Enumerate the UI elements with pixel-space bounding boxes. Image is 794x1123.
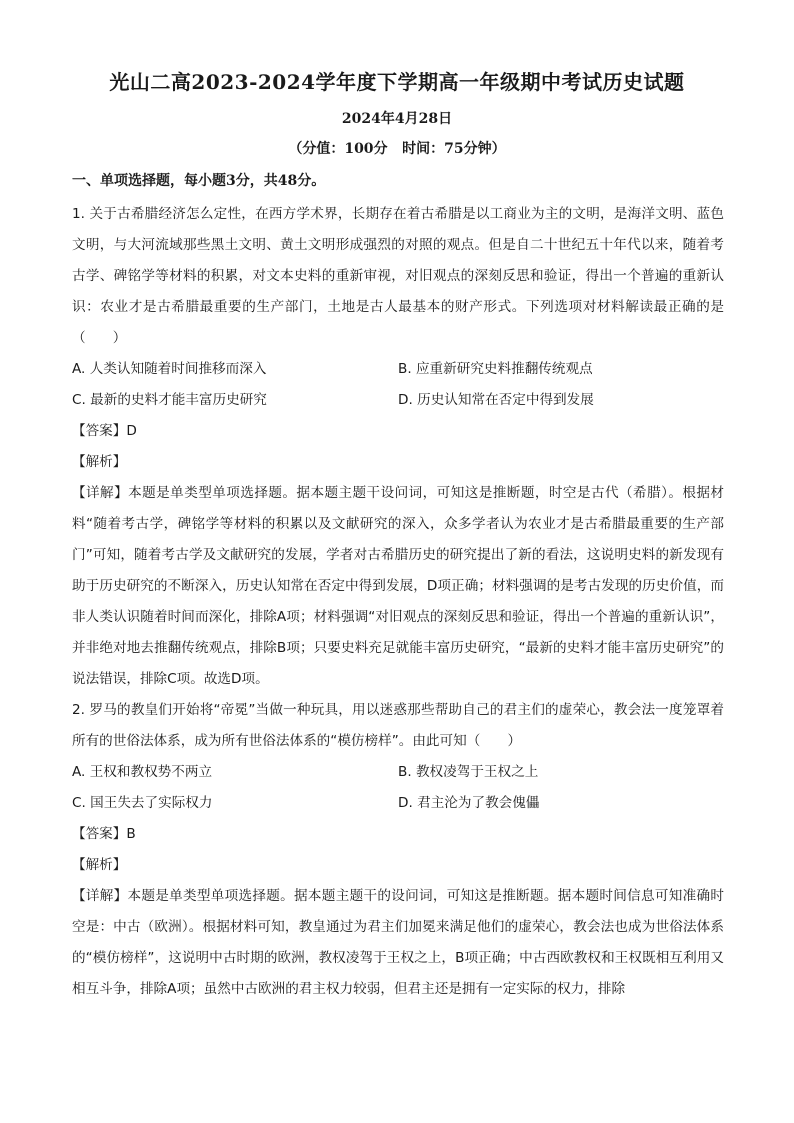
question-2-answer: 【答案】B bbox=[72, 826, 136, 842]
question-1-detail: 【详解】本题是单类型单项选择题。据本题主题干设问词，可知这是推断题，时空是古代（希腊）。根据材料“随着考古学，碑铭学等材料的积累以及文献研究的深入，众多学者认为农业才是古希腊最重要的生产部门”可知，随着考古学及文献研究的发展，学者对古希腊历史的研究提出了新的看法，这说明史料的新发现有助于历史研究的不断深入，历史认知常在否定中得到发展，D项正确；材料强调的是考古发现的历史价值，而非人类认识随着时间而深化，排除A项；材料强调“对旧观点的深刻反思和验证，得出一个普遍的重新认识”，并非绝对地去推翻传统观点，排除B项；只要史料充足就能丰富历史研究，“最新的史料才能丰富历史研究”的说法错误，排除C项。故选D项。 bbox=[72, 485, 724, 687]
question-2-options bbox=[72, 757, 724, 819]
exam-date: 2024年4月28日 bbox=[341, 111, 453, 127]
question-2-stem: 2. 罗马的教皇们开始将“帝冕”当做一种玩具，用以迷惑那些帮助自己的君主们的虚荣心，教会法一度笼罩着所有的世俗法体系，成为所有世俗法体系的“模仿榜样”。由此可知（ ） bbox=[72, 702, 724, 749]
question-2-detail: 【详解】本题是单类型单项选择题。据本题主题干的设问词，可知这是推断题。据本题时间信息可知准确时空是：中古（欧洲）。根据材料可知，教皇通过为君主们加冕来满足他们的虚荣心，教会法也成为世俗法体系的“模仿榜样”，这说明中古时期的欧洲，教权凌驾于王权之上，B项正确；中古西欧教权和王权既相互利用又相互斗争，排除A项；虽然中古欧洲的君主权力较弱，但君主还是拥有一定实际的权力，排除 bbox=[72, 888, 724, 997]
question-2-option-b: B. 教权凌驾于王权之上 bbox=[398, 764, 539, 780]
question-1-option-d: D. 历史认知常在否定中得到发展 bbox=[398, 392, 594, 408]
section-title: 一、单项选择题，每小题3分，共48分。 bbox=[72, 173, 326, 189]
score-time-line: （分值：100分 时间：75分钟） bbox=[288, 141, 506, 157]
question-2-option-c: C. 国王失去了实际权力 bbox=[72, 795, 213, 811]
question-2-option-a: A. 王权和教权势不两立 bbox=[72, 764, 213, 780]
question-1-answer: 【答案】D bbox=[72, 423, 137, 439]
question-1-analysis-label: 【解析】 bbox=[72, 454, 127, 470]
question-1-option-b: B. 应重新研究史料推翻传统观点 bbox=[398, 361, 593, 377]
question-1-options bbox=[72, 354, 724, 416]
question-1-option-a: A. 人类认知随着时间推移而深入 bbox=[72, 361, 267, 377]
question-2-analysis-label: 【解析】 bbox=[72, 857, 127, 873]
questions-content bbox=[72, 199, 724, 1005]
question-1-option-c: C. 最新的史料才能丰富历史研究 bbox=[72, 392, 267, 408]
exam-title: 光山二高2023-2024学年度下学期高一年级期中考试历史试题 bbox=[109, 70, 685, 94]
question-1-stem: 1. 关于古希腊经济怎么定性，在西方学术界，长期存在着古希腊是以工商业为主的文明，是海洋文明、蓝色文明，与大河流域那些黑土文明、黄土文明形成强烈的对照的观点。但是自二十世纪五十年代以来，随着考古学、碑铭学等材料的积累，对文本史料的重新审视，对旧观点的深刻反思和验证，得出一个普遍的重新认识：农业才是古希腊最重要的生产部门，土地是古人最基本的财产形式。下列选项对材料解读最正确的是（ ） bbox=[72, 206, 724, 346]
question-2-option-d: D. 君主沦为了教会傀儡 bbox=[398, 795, 540, 811]
